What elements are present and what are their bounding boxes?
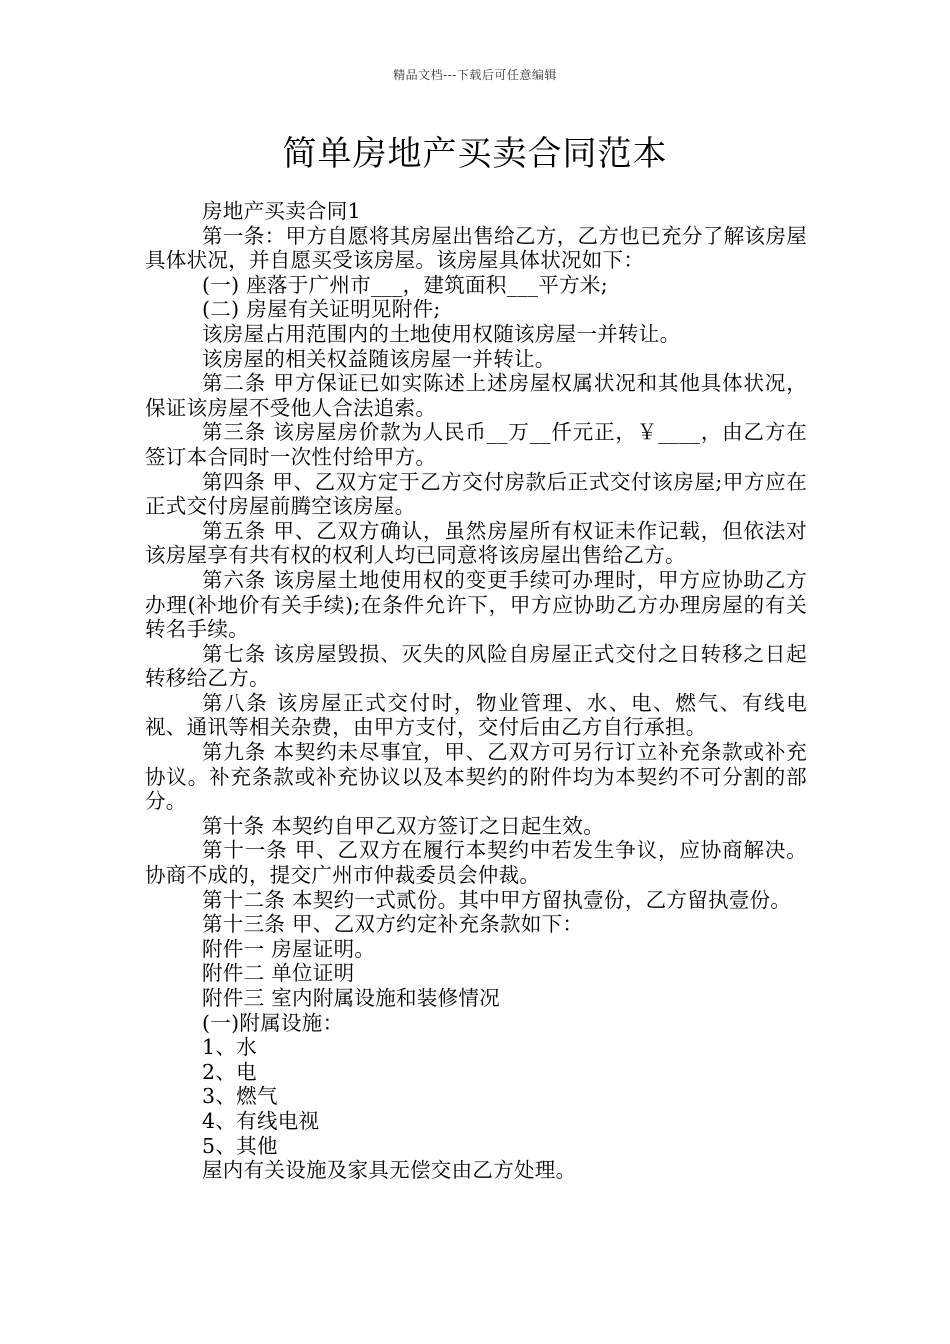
- paragraph-facility-water: 1、水: [202, 1035, 257, 1060]
- paragraph-item-2: (二) 房屋有关证明见附件;: [202, 297, 441, 322]
- paragraph-article-10: 第十条 本契约自甲乙双方签订之日起生效。: [202, 813, 605, 838]
- paragraph-article-8: 第八条 该房屋正式交付时，物业管理、水、电、燃气、有线电视、通讯等相关杂费，由甲方支付，交付后由乙方自行承担。: [145, 690, 807, 740]
- document-title: 简单房地产买卖合同范本: [282, 134, 668, 174]
- paragraph-facility-gas: 3、燃气: [202, 1084, 278, 1109]
- paragraph-article-7: 第七条 该房屋毁损、灭失的风险自房屋正式交付之日转移之日起转移给乙方。: [145, 641, 807, 691]
- paragraph-facilities-heading: (一)附属设施：: [202, 1010, 344, 1035]
- paragraph-attachment-2: 附件二 单位证明: [202, 961, 355, 986]
- paragraph-article-12: 第十二条 本契约一式贰份。其中甲方留执壹份，乙方留执壹份。: [202, 887, 792, 912]
- paragraph-article-2: 第二条 甲方保证已如实陈述上述房屋权属状况和其他具体状况，保证该房屋不受他人合法追索。: [145, 371, 807, 420]
- paragraph-article-4: 第四条 甲、乙双方定于乙方交付房款后正式交付该房屋;甲方应在正式交付房屋前腾空该房屋。: [145, 469, 807, 519]
- paragraph-item-1: (一) 座落于广州市___，建筑面积___平方米;: [202, 272, 608, 297]
- paragraph-contract-heading: 房地产买卖合同1: [202, 199, 361, 223]
- document-body: [145, 199, 807, 1183]
- paragraph-furniture: 屋内有关设施及家具无偿交由乙方处理。: [202, 1158, 577, 1183]
- paragraph-article-13: 第十三条 甲、乙双方约定补充条款如下：: [202, 912, 584, 937]
- paragraph-article-6: 第六条 该房屋土地使用权的变更手续可办理时，甲方应协助乙方办理(补地价有关手续);在条件允许下，甲方应协助乙方办理房屋的有关转名手续。: [145, 567, 807, 642]
- paragraph-facility-cable-tv: 4、有线电视: [202, 1108, 320, 1133]
- paragraph-article-9: 第九条 本契约未尽事宜，甲、乙双方可另行订立补充条款或补充协议。补充条款或补充协议以及本契约的附件均为本契约不可分割的部分。: [145, 740, 807, 814]
- paragraph-facility-other: 5、其他: [202, 1133, 278, 1158]
- paragraph-article-3: 第三条 该房屋房价款为人民币__万__仟元正，￥____，由乙方在签订本合同时一次性付给甲方。: [145, 420, 807, 469]
- paragraph-land-use: 该房屋占用范围内的土地使用权随该房屋一并转让。: [202, 321, 681, 346]
- paragraph-facility-electricity: 2、电: [202, 1059, 257, 1084]
- paragraph-article-5: 第五条 甲、乙双方确认，虽然房屋所有权证未作记载，但依法对该房屋享有共有权的权利人均已同意将该房屋出售给乙方。: [145, 518, 807, 568]
- paragraph-attachment-1: 附件一 房屋证明。: [202, 936, 376, 961]
- paragraph-article-1: 第一条：甲方自愿将其房屋出售给乙方，乙方也已充分了解该房屋具体状况，并自愿买受该房屋。该房屋具体状况如下：: [145, 223, 807, 273]
- page-header: 精品文档---下载后可任意编辑: [393, 68, 557, 82]
- paragraph-attachment-3: 附件三 室内附属设施和装修情况: [202, 986, 501, 1010]
- paragraph-rights: 该房屋的相关权益随该房屋一并转让。: [202, 346, 556, 371]
- paragraph-article-11: 第十一条 甲、乙双方在履行本契约中若发生争议，应协商解决。协商不成的，提交广州市仲裁委员会仲裁。: [145, 838, 807, 888]
